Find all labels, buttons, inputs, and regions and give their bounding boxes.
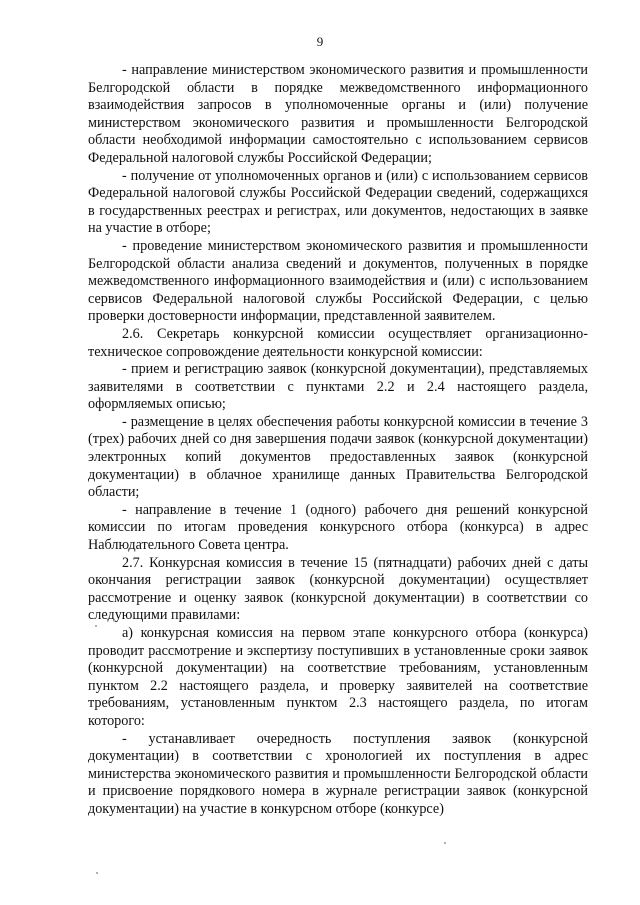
paragraph-decision-direction: - направление в течение 1 (одного) рабочего дня решений конкурсной комиссии по итогам проведения конкурсного отбора (конкурса) в адрес Наблюдательного Совета центра. — [88, 501, 588, 554]
paragraph-receipt-info: - получение от уполномоченных органов и (или) с использованием сервисов Федеральной налоговой службы Российской Федерации сведений, содержащихся в государственных реестрах и регистрах, или документов, недостающих в заявке на участие в отборе; — [88, 167, 588, 237]
paragraph-analysis: - проведение министерством экономического развития и промышленности Белгородской области анализа сведений и документов, полученных в порядке межведомственного информационного взаимодействия и (или) с использованием сервисов Федеральной налоговой службы Российской Федерации, с целью проверки достоверности информации, представленной заявителем. — [88, 237, 588, 325]
page-number: 9 — [316, 34, 324, 49]
paragraph-a-first-stage: а) конкурсная комиссия на первом этапе конкурсного отбора (конкурса) проводит рассмотрение и экспертизу поступивших в установленные сроки заявок (конкурсной документации) на соответствие требованиям, установленным пунктом 2.2 настоящего раздела, и проверку заявителей на соответствие требованиям, установленным пунктом 2.3 настоящего раздела, по итогам которого: — [88, 625, 588, 729]
paragraph-request-direction: - направление министерством экономического развития и промышленности Белгородской области в порядке межведомственного информационного взаимодействия запросов в уполномоченные органы и (или) получение министерством экономического развития и промышленности Белгородской области необходимой информации самостоятельно с использованием сервисов Федеральной налоговой службы Российской Федерации; — [88, 62, 588, 166]
paragraph-2-7-commission: 2.7. Конкурсная комиссия в течение 15 (пятнадцати) рабочих дней с даты окончания регистрации заявок (конкурсной документации) осуществляет рассмотрение и оценку заявок (конкурсной документации) в соответствии со следующими правилами: — [88, 554, 588, 624]
paragraph-2-6-secretary: 2.6. Секретарь конкурсной комиссии осуществляет организационно-техническое сопровождение деятельности конкурсной комиссии: — [88, 325, 588, 360]
document-body — [88, 62, 588, 819]
paragraph-placement: - размещение в целях обеспечения работы конкурсной комиссии в течение 3 (трех) рабочих дней со дня завершения подачи заявок (конкурсной документации) электронных копий документов предоставленных заявок (конкурсной документации) в облачное хранилище данных Правительства Белгородской области; — [88, 413, 588, 501]
scan-speck — [444, 842, 446, 844]
scan-speck — [95, 625, 97, 627]
paragraph-registration: - прием и регистрацию заявок (конкурсной документации), представляемых заявителями в соответствии с пунктами 2.2 и 2.4 настоящего раздела, оформляемых описью; — [88, 361, 588, 413]
scan-speck — [96, 872, 98, 874]
paragraph-order-setting: - устанавливает очередность поступления заявок (конкурсной документации) в соответствии с хронологией их поступления в адрес министерства экономического развития и промышленности Белгородской области и присвоение порядкового номера в журнале регистрации заявок (конкурсной документации) на участие в конкурсном отборе (конкурсе) — [88, 730, 588, 817]
